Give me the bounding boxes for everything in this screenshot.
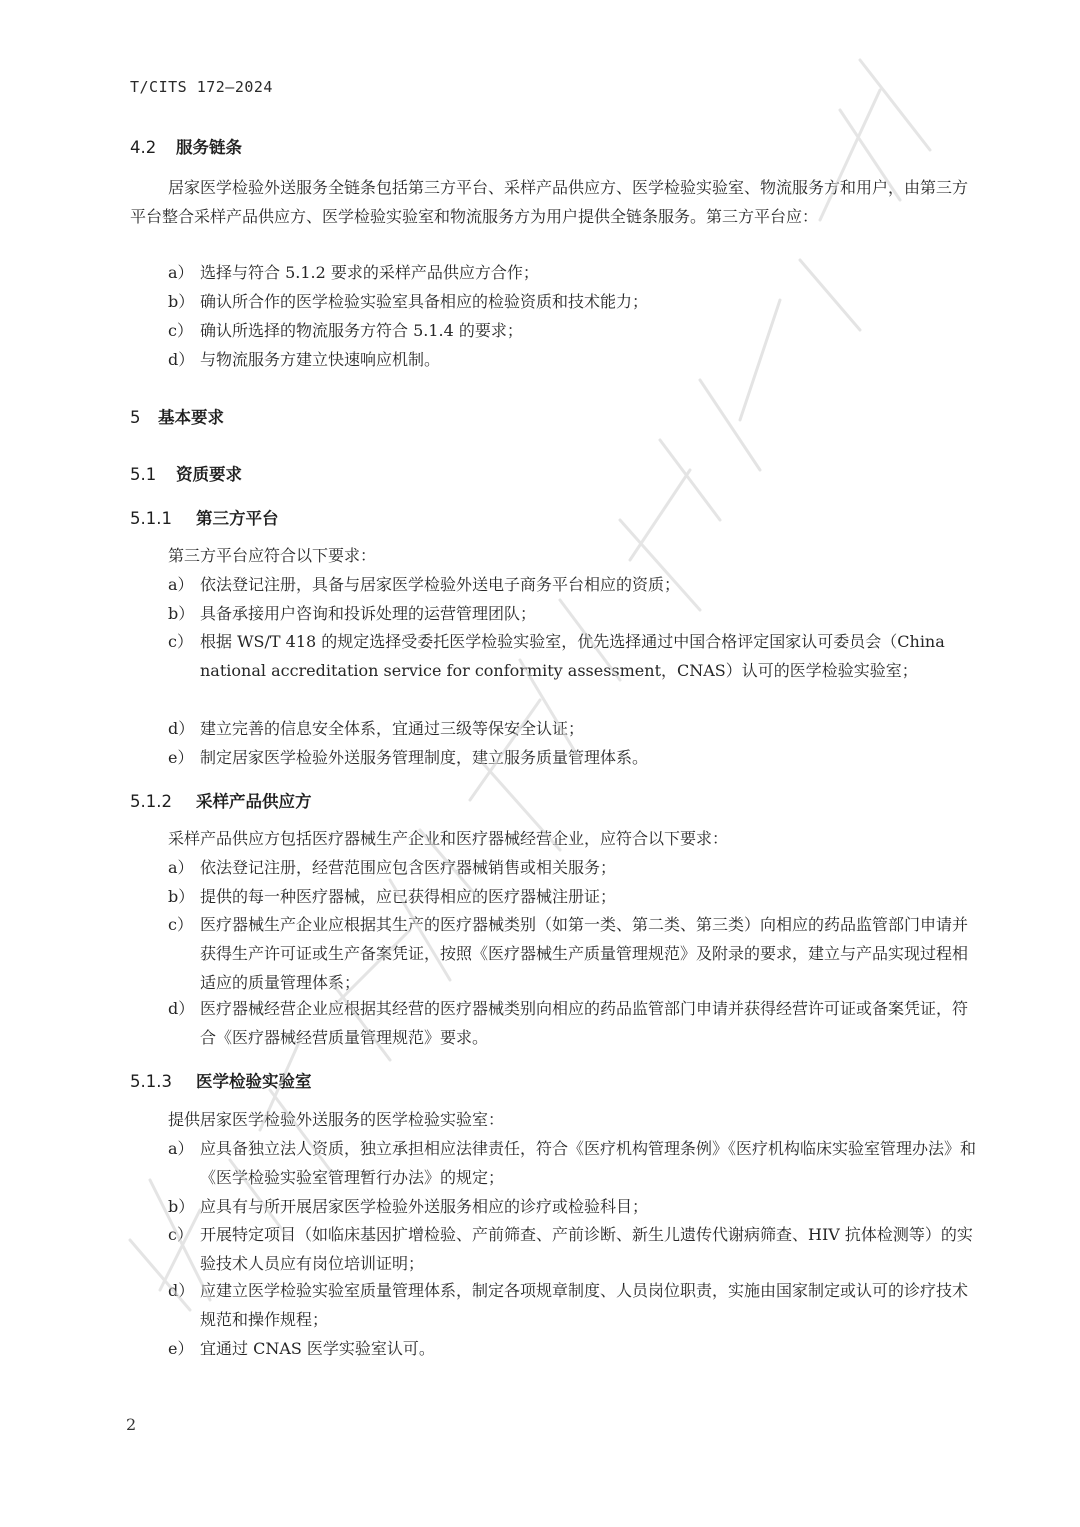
list-text: 确认所合作的医学检验实验室具备相应的检验资质和技术能力； [200, 292, 649, 311]
section-4-2-intro: 居家医学检验外送服务全链条包括第三方平台、采样产品供应方、医学检验实验室、物流服务方和用户，由第三方平台整合采样产品供应方、医学检验实验室和物流服务方为用户提供全链条服务。第三方平台应： [130, 178, 969, 226]
list-marker: e） [168, 1339, 194, 1358]
list-text: 开展特定项目（如临床基因扩增检验、产前筛查、产前诊断、新生儿遗传代谢病筛查、HIV 抗体检测等）的实验技术人员应有岗位培训证明； [200, 1225, 973, 1273]
section-5-heading [130, 404, 224, 428]
list-text: 建立完善的信息安全体系，宜通过三级等保安全认证； [200, 719, 585, 738]
list-marker: b） [168, 1197, 195, 1216]
section-title: 第三方平台 [196, 509, 279, 528]
list-item [168, 1134, 978, 1192]
section-number: 5.1 [130, 465, 157, 484]
list-marker: d） [168, 719, 195, 738]
list-text: 制定居家医学检验外送服务管理制度，建立服务质量管理体系。 [200, 748, 649, 767]
list-item [168, 910, 978, 997]
section-5-1-2-heading [130, 788, 312, 812]
section-4-2-heading [130, 134, 242, 158]
section-number: 5.1.3 [130, 1072, 172, 1091]
list-marker: c） [168, 632, 193, 651]
section-title: 基本要求 [158, 408, 224, 427]
list-marker: c） [168, 321, 193, 340]
section-title: 服务链条 [176, 138, 242, 157]
section-5-1-3-intro: 提供居家医学检验外送服务的医学检验实验室： [168, 1110, 505, 1129]
list-text: 依法登记注册，具备与居家医学检验外送电子商务平台相应的资质； [200, 575, 681, 594]
list-text: 应具备独立法人资质，独立承担相应法律责任，符合《医疗机构管理条例》《医疗机构临床实验室管理办法》和《医学检验实验室管理暂行办法》的规定； [200, 1139, 977, 1187]
list-text: 依法登记注册，经营范围应包含医疗器械销售或相关服务； [200, 858, 617, 877]
section-5-1-2-intro: 采样产品供应方包括医疗器械生产企业和医疗器械经营企业，应符合以下要求： [168, 829, 729, 848]
section-5-1-3-heading [130, 1068, 312, 1092]
section-number: 5.1.1 [130, 509, 172, 528]
section-5-1-1-heading [130, 505, 279, 529]
section-number: 5 [130, 408, 141, 427]
section-title: 采样产品供应方 [196, 792, 312, 811]
list-item [168, 994, 978, 1052]
list-text: 医疗器械生产企业应根据其生产的医疗器械类别（如第一类、第二类、第三类）向相应的药品监管部门申请并获得生产许可证或生产备案凭证，按照《医疗器械生产质量管理规范》及附录的要求，建立与产品实现过程相适应的质量管理体系； [200, 915, 969, 992]
list-text: 应具有与所开展居家医学检验外送服务相应的诊疗或检验科目； [200, 1197, 649, 1216]
section-title: 医学检验实验室 [196, 1072, 312, 1091]
list-text: 选择与符合 5.1.2 要求的采样产品供应方合作； [200, 263, 539, 282]
list-marker: b） [168, 604, 195, 623]
list-marker: c） [168, 1225, 193, 1244]
list-item [168, 627, 978, 714]
list-text: 根据 WS/T 418 的规定选择受委托医学检验实验室，优先选择通过中国合格评定国家认可委员会（China national accreditation service for conformity assessment，CNAS）认可的医学检验实验室； [200, 632, 945, 680]
list-text: 宜通过 CNAS 医学实验室认可。 [200, 1339, 435, 1358]
list-marker: e） [168, 748, 194, 767]
document-id-header: T/CITS 172—2024 [130, 78, 273, 96]
list-text: 应建立医学检验实验室质量管理体系，制定各项规章制度、人员岗位职责，实施由国家制定或认可的诊疗技术规范和操作规程； [200, 1281, 969, 1329]
list-text: 提供的每一种医疗器械，应已获得相应的医疗器械注册证； [200, 887, 617, 906]
list-marker: a） [168, 858, 194, 877]
list-text: 确认所选择的物流服务方符合 5.1.4 的要求； [200, 321, 523, 340]
list-marker: a） [168, 263, 194, 282]
section-number: 4.2 [130, 138, 157, 157]
list-marker: d） [168, 1281, 195, 1300]
list-item [168, 1276, 978, 1334]
list-item [168, 1220, 978, 1278]
section-5-1-1-intro: 第三方平台应符合以下要求： [168, 546, 377, 565]
list-text: 医疗器械经营企业应根据其经营的医疗器械类别向相应的药品监管部门申请并获得经营许可证或备案凭证，符合《医疗器械经营质量管理规范》要求。 [200, 999, 969, 1047]
list-marker: d） [168, 350, 195, 369]
list-marker: a） [168, 1139, 194, 1158]
list-text: 与物流服务方建立快速响应机制。 [200, 350, 441, 369]
list-marker: d） [168, 999, 195, 1018]
list-text: 具备承接用户咨询和投诉处理的运营管理团队； [200, 604, 537, 623]
list-marker: a） [168, 575, 194, 594]
section-title: 资质要求 [176, 465, 242, 484]
page-number: 2 [126, 1415, 137, 1434]
list-marker: c） [168, 915, 193, 934]
section-5-1-heading [130, 461, 242, 485]
list-marker: b） [168, 292, 195, 311]
list-marker: b） [168, 887, 195, 906]
section-number: 5.1.2 [130, 792, 172, 811]
